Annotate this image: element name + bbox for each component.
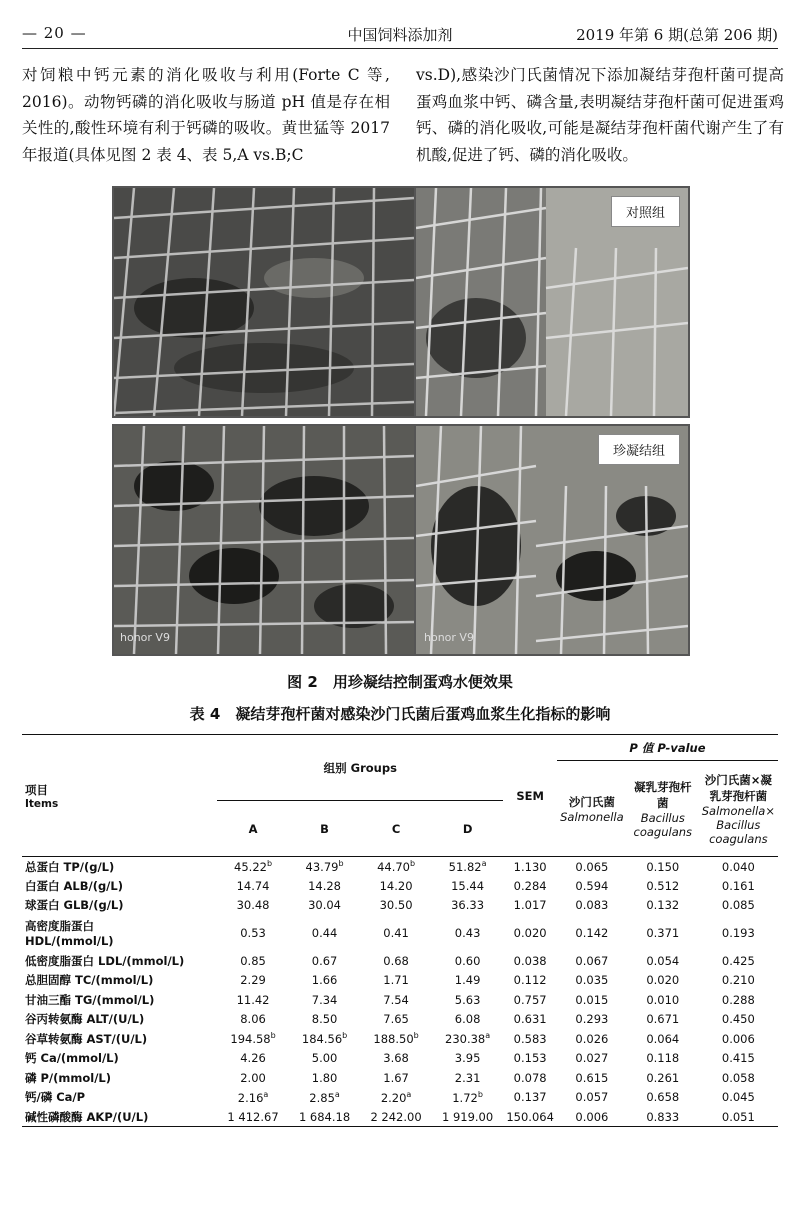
cell-group-a: 1 412.67 [217, 1107, 289, 1127]
cell-group-b: 14.28 [308, 878, 342, 893]
label-control-group: 对照组 [611, 196, 680, 227]
table-row [22, 971, 778, 991]
cell-group-d: 230.38$^a$ [445, 1031, 491, 1047]
cell-sem: 1.017 [513, 898, 547, 913]
cell-group-a: 14.74 [236, 878, 270, 893]
cell-group-d: 1.72$^b$ [452, 1089, 483, 1105]
cell-p2: 0.512 [646, 878, 680, 893]
cell-group-d: 15.44 [451, 878, 485, 893]
cell-group-a: 30.48 [236, 898, 270, 913]
body-text-right: vs.D),感染沙门氏菌情况下添加凝结芽孢杆菌可提高蛋鸡血浆中钙、磷含量,表明凝结芽孢杆菌可促进蛋鸡钙、磷的消化吸收,可能是凝结芽孢杆菌代谢产生了有机酸,促进了钙、磷的消化吸收。 [416, 66, 784, 164]
cell-sem: 150.064 [503, 1107, 557, 1127]
cell-group-d: 5.63 [454, 992, 481, 1007]
journal-name: 中国饲料添加剂 [347, 26, 453, 44]
cell-p1: 0.006 [557, 1107, 627, 1127]
watermark-1: honor V9 [120, 631, 170, 644]
page-header [22, 18, 778, 52]
cell-group-d: 0.43 [454, 926, 481, 940]
cell-group-b: 1 684.18 [289, 1107, 361, 1127]
cell-item: 高密度脂蛋白 HDL/(mmol/L) [25, 919, 114, 948]
cell-group-d: 2.31 [454, 1070, 481, 1085]
cell-item: 总胆固醇 TC/(mmol/L) [25, 973, 154, 988]
data-table [22, 734, 778, 1127]
cell-group-b: 43.79$^b$ [289, 857, 361, 877]
label-treatment-group: 珍凝结组 [598, 434, 680, 465]
cell-p3: 0.210 [721, 973, 755, 988]
cell-group-a: 2.00 [240, 1070, 266, 1085]
col-b: B [320, 821, 329, 836]
col-groups: 组别 Groups [217, 735, 503, 801]
cell-p2: 0.150 [627, 857, 699, 877]
cell-sem: 0.020 [513, 926, 547, 940]
cell-group-c: 44.70$^b$ [360, 857, 432, 877]
cell-p1: 0.035 [575, 973, 609, 988]
cell-group-c: 7.54 [383, 992, 409, 1007]
cell-p1: 0.083 [575, 898, 609, 913]
cell-group-b: 2.85$^a$ [309, 1089, 340, 1105]
cell-group-c: 0.41 [383, 926, 409, 940]
cell-p2: 0.064 [646, 1031, 680, 1046]
table-row [22, 1107, 778, 1127]
cell-p3: 0.085 [721, 898, 755, 913]
table-row [22, 915, 778, 951]
cell-group-a: 0.53 [240, 926, 266, 940]
cell-p1: 0.142 [575, 926, 609, 940]
item-header-en: Items [25, 797, 59, 810]
cell-item: 谷草转氨酶 AST/(U/L) [25, 1031, 148, 1046]
cell-p2: 0.118 [646, 1051, 680, 1066]
photo-control-right [414, 186, 690, 418]
watermark-2: honor V9 [424, 631, 474, 644]
cell-sem: 0.583 [513, 1031, 547, 1046]
cell-p1: 0.594 [575, 878, 609, 893]
cell-p3: 0.040 [699, 857, 778, 877]
cell-group-a: 45.22$^b$ [217, 857, 289, 877]
table-row [22, 1010, 778, 1030]
cell-p2: 0.371 [646, 926, 680, 940]
table-row [22, 857, 778, 877]
cell-group-d: 3.95 [454, 1051, 481, 1066]
cell-group-c: 188.50$^b$ [373, 1031, 419, 1047]
cell-group-b: 0.67 [311, 953, 338, 968]
cell-group-a: 2.16$^a$ [237, 1089, 269, 1105]
cell-p1: 0.027 [575, 1051, 609, 1066]
cell-group-a: 194.58$^b$ [230, 1031, 276, 1047]
cell-group-b: 8.50 [311, 1012, 338, 1027]
table-row [22, 896, 778, 916]
cell-item: 白蛋白 ALB/(g/L) [25, 878, 123, 893]
cell-p1: 0.615 [575, 1070, 609, 1085]
cell-group-c: 0.68 [383, 953, 409, 968]
table-row [22, 951, 778, 971]
figure-2 [112, 186, 690, 656]
p3-en: Salmonella× Bacillus coagulans [701, 803, 775, 846]
col-items [22, 735, 217, 857]
cell-sem: 1.130 [503, 857, 557, 877]
issue-info: 2019 年第 6 期(总第 206 期) [576, 26, 778, 44]
table-row [22, 1088, 778, 1108]
cell-sem: 0.137 [513, 1090, 547, 1105]
table-row [22, 1029, 778, 1049]
table-row [22, 990, 778, 1010]
cell-p3: 0.058 [721, 1070, 755, 1085]
cell-group-c: 7.65 [383, 1012, 409, 1027]
p1-en: Salmonella [560, 809, 624, 824]
col-sem: SEM [503, 735, 557, 857]
cell-p2: 0.132 [646, 898, 680, 913]
cell-p3: 0.288 [721, 992, 755, 1007]
cell-p1: 0.293 [575, 1012, 609, 1027]
cell-group-a: 4.26 [240, 1051, 266, 1066]
body-text-left: 对饲粮中钙元素的消化吸收与利用(Forte C 等, 2016)。动物钙磷的消化吸收与肠道 pH 值是存在相关性的,酸性环境有利于钙磷的吸收。黄世猛等 2017 年报道(具体见图 2 表 4、表 5,A vs.B;C [22, 66, 390, 164]
cell-p2: 0.658 [646, 1090, 680, 1105]
cell-item: 钙/磷 Ca/P [25, 1090, 86, 1105]
cell-item: 球蛋白 GLB/(g/L) [25, 898, 124, 913]
cell-group-b: 1.66 [311, 973, 338, 988]
cell-group-b: 184.56$^b$ [301, 1031, 348, 1047]
cell-group-a: 2.29 [240, 973, 266, 988]
cell-sem: 0.631 [513, 1012, 547, 1027]
cell-group-b: 7.34 [311, 992, 338, 1007]
cell-group-c: 1.71 [383, 973, 409, 988]
cell-p2: 0.010 [646, 992, 680, 1007]
col-c: C [391, 821, 401, 836]
cell-group-d: 1.49 [454, 973, 481, 988]
cell-sem: 0.284 [513, 878, 547, 893]
cell-item: 低密度脂蛋白 LDL/(mmol/L) [25, 953, 185, 968]
cell-sem: 0.112 [513, 973, 547, 988]
photo-treatment-right [414, 424, 690, 656]
cell-group-c: 2 242.00 [360, 1107, 432, 1127]
cell-sem: 0.078 [513, 1070, 547, 1085]
p3-cn: 沙门氏菌×凝乳芽孢杆菌 [704, 772, 772, 803]
col-pvalue: P 值 P-value [557, 735, 778, 761]
cell-group-a: 8.06 [240, 1012, 266, 1027]
cell-group-c: 3.68 [383, 1051, 409, 1066]
cell-p1: 0.015 [575, 992, 609, 1007]
cell-p3: 0.415 [721, 1051, 755, 1066]
cell-p1: 0.065 [557, 857, 627, 877]
cell-p2: 0.671 [646, 1012, 680, 1027]
table-title: 表 4 凝结芽孢杆菌对感染沙门氏菌后蛋鸡血浆生化指标的影响 [189, 705, 611, 723]
table-row [22, 876, 778, 896]
cell-p3: 0.450 [721, 1012, 755, 1027]
cell-group-b: 1.80 [311, 1070, 338, 1085]
page-number: — 20 — [22, 24, 87, 42]
table-body [22, 857, 778, 1127]
cell-p2: 0.833 [627, 1107, 699, 1127]
cell-group-d: 51.82$^a$ [432, 857, 504, 877]
cell-group-d: 1 919.00 [432, 1107, 504, 1127]
cell-item: 磷 P/(mmol/L) [25, 1070, 111, 1085]
cell-p2: 0.020 [646, 973, 680, 988]
cell-group-d: 6.08 [454, 1012, 481, 1027]
cell-p3: 0.193 [721, 926, 755, 940]
photo-control-left [112, 186, 416, 418]
cell-p1: 0.067 [575, 953, 609, 968]
cell-group-c: 30.50 [379, 898, 413, 913]
cell-group-c: 1.67 [383, 1070, 409, 1085]
cell-p1: 0.057 [575, 1090, 609, 1105]
p2-cn: 凝乳芽孢杆菌 [634, 779, 692, 810]
cell-p3: 0.051 [699, 1107, 778, 1127]
cell-item: 谷丙转氨酶 ALT/(U/L) [25, 1012, 145, 1027]
cell-group-b: 30.04 [308, 898, 342, 913]
col-p-bacillus [627, 761, 699, 857]
cell-group-a: 0.85 [240, 953, 266, 968]
cell-p1: 0.026 [575, 1031, 609, 1046]
cell-group-d: 0.60 [454, 953, 481, 968]
cell-group-d: 36.33 [451, 898, 485, 913]
table-row [22, 1049, 778, 1069]
table-row [22, 1068, 778, 1088]
cell-item: 碱性磷酸酶 AKP/(U/L) [22, 1107, 217, 1127]
cell-sem: 0.038 [513, 953, 547, 968]
header-rule [22, 48, 778, 49]
item-header-cn: 项目 [25, 782, 48, 797]
col-a: A [248, 821, 258, 836]
cell-group-b: 5.00 [311, 1051, 338, 1066]
cell-item: 钙 Ca/(mmol/L) [25, 1051, 119, 1066]
p2-en: Bacillus coagulans [633, 810, 693, 839]
cell-p2: 0.054 [646, 953, 680, 968]
cell-p3: 0.425 [721, 953, 755, 968]
cell-group-c: 14.20 [379, 878, 413, 893]
cell-group-b: 0.44 [311, 926, 338, 940]
col-d: D [462, 821, 473, 836]
p1-cn: 沙门氏菌 [568, 794, 615, 809]
col-p-interaction [699, 761, 778, 857]
cell-p3: 0.045 [721, 1090, 755, 1105]
cell-item: 甘油三酯 TG/(mmol/L) [25, 992, 155, 1007]
cell-item: 总蛋白 TP/(g/L) [22, 857, 217, 877]
cell-group-a: 11.42 [236, 992, 270, 1007]
cell-p3: 0.161 [721, 878, 755, 893]
figure-caption: 图 2 用珍凝结控制蛋鸡水便效果 [287, 673, 513, 691]
photo-treatment-left [112, 424, 416, 656]
cell-p2: 0.261 [646, 1070, 680, 1085]
cell-sem: 0.757 [513, 992, 547, 1007]
cell-sem: 0.153 [513, 1051, 547, 1066]
cell-p3: 0.006 [721, 1031, 755, 1046]
cell-group-c: 2.20$^a$ [380, 1089, 412, 1105]
col-p-salmonella [557, 761, 627, 857]
